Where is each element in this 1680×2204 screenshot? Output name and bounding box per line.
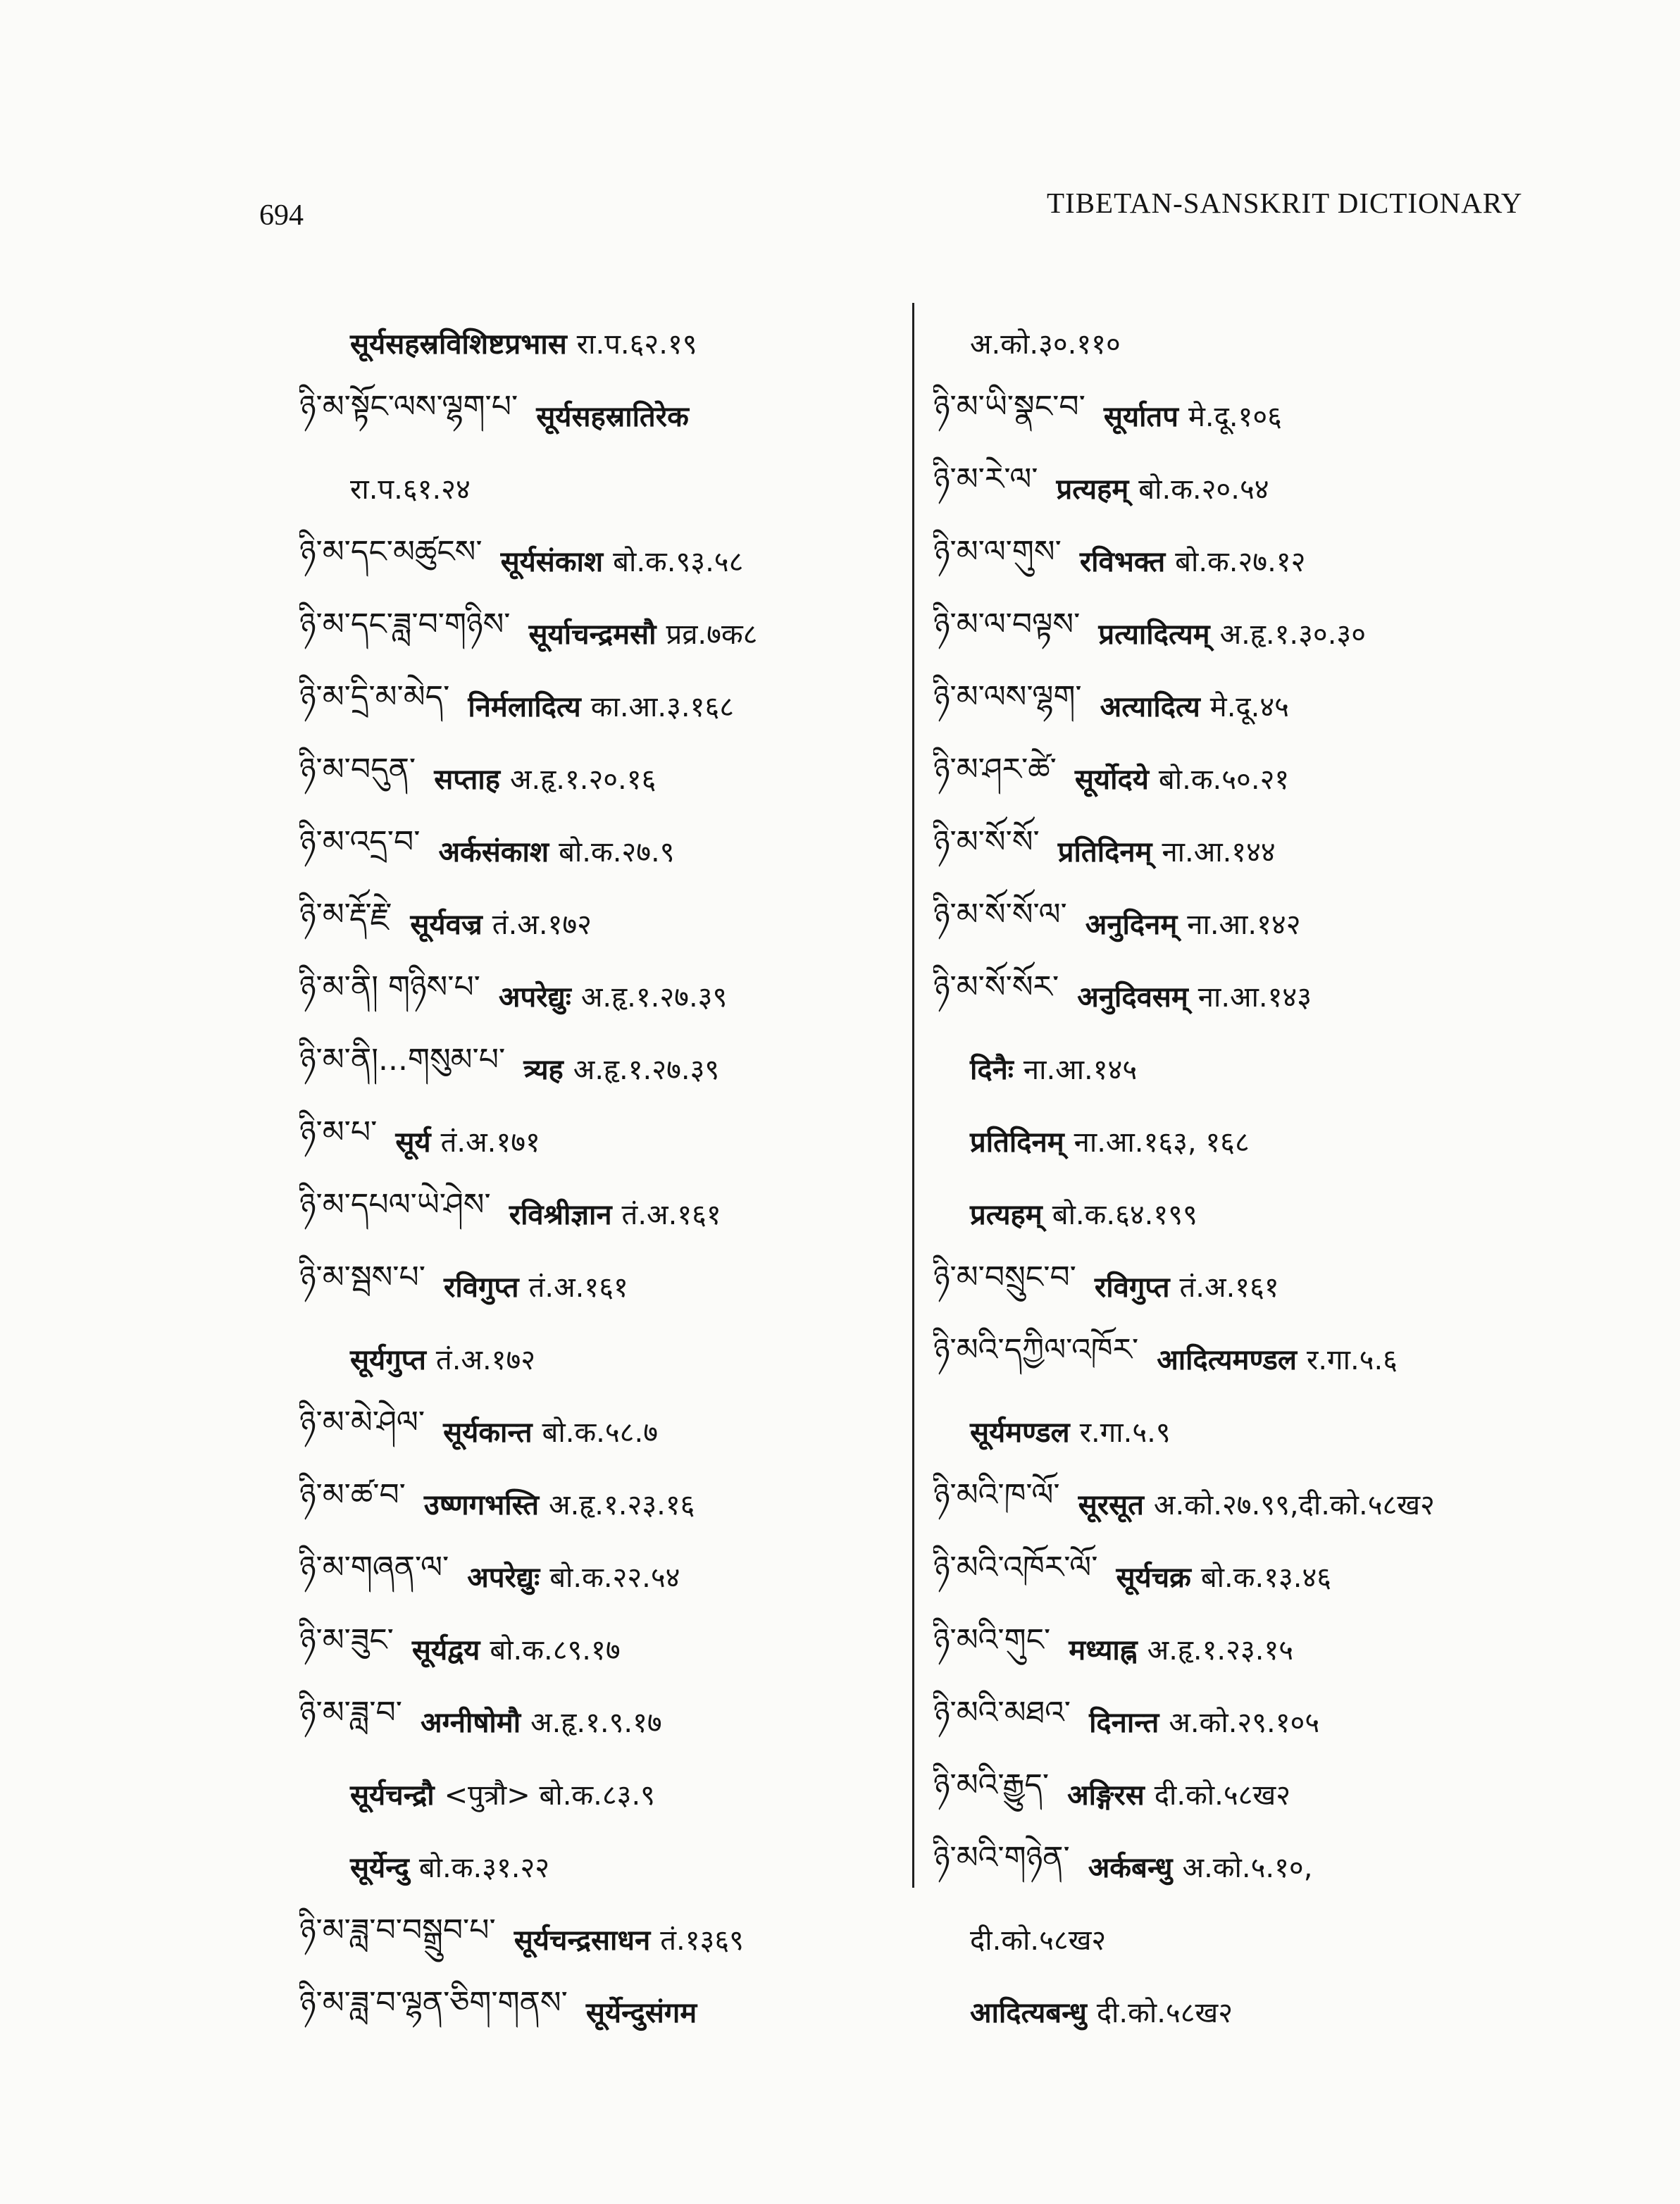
sanskrit-equivalent: रविभक्त [1079,546,1166,578]
source-reference: तं.अ.१७२ [435,1344,536,1376]
source-reference: रा.प.६२.१९ [576,328,697,361]
tibetan-headword: ཉི་མ་སྦས་པ་ [299,1259,425,1295]
dictionary-entry [933,814,1525,887]
dictionary-entry [933,1540,1525,1612]
tibetan-headword: ཉི་མའི་འཁོར་ལོ་ [933,1549,1098,1586]
tibetan-headword: ཉི་མ་དཔལ་ཡེ་ཤེས་ [299,1186,491,1223]
source-reference: अ.हृ.१.२७.३९ [573,1054,720,1086]
tibetan-headword: ཉི་མ་པ་ [299,1114,378,1150]
sanskrit-equivalent: उष्णगभस्ति [423,1489,540,1521]
dictionary-entry [933,1975,1525,2048]
dictionary-entry [933,1322,1525,1395]
dictionary-entry [299,1250,884,1322]
sanskrit-equivalent: सूर्येन्दु [350,1852,409,1884]
sanskrit-equivalent: अङ्गिरस [1067,1779,1145,1812]
source-reference: तं.अ.१७२ [492,909,592,941]
sanskrit-equivalent: सूर्यगुप्त [350,1344,426,1376]
source-reference: अ.हृ.१.२३.१५ [1147,1634,1294,1667]
sanskrit-equivalent: प्रत्यहम् [1056,473,1129,506]
source-reference: तं.अ.१७१ [440,1126,540,1159]
sanskrit-equivalent: प्रतिदिनम् [970,1126,1064,1159]
sanskrit-equivalent: आदित्यमण्डल [1157,1344,1297,1376]
dictionary-entry [933,452,1525,524]
tibetan-headword: ཉི་མ་ལ་བལྟས་ [933,606,1081,642]
source-reference: मे.दू.१०६ [1188,401,1282,433]
dictionary-entry [299,1757,884,1830]
column-divider [912,303,914,1888]
source-reference: प्रव्र.७क८ [666,618,758,651]
dictionary-entry [299,1540,884,1612]
dictionary-entry [299,1467,884,1540]
source-reference: अ.को.२७.९९,दी.को.५८ख२ [1153,1489,1435,1521]
dictionary-entry [933,1830,1525,1903]
source-reference: बो.क.९३.५८ [613,546,744,578]
source-reference: ना.आ.१४४ [1162,836,1276,868]
sanskrit-equivalent: अपरेद्युः [467,1562,540,1594]
source-reference: अ.को.५.१०, [1182,1852,1313,1884]
tibetan-headword: ཉི་མ་ནི།...གསུམ་པ་ [299,1041,506,1078]
tibetan-headword: ཉི་མའི་མཐའ་ [933,1694,1071,1731]
dictionary-entry [299,379,884,452]
sanskrit-equivalent: मध्याह्न [1069,1634,1138,1667]
sanskrit-equivalent: सप्ताह [434,764,500,796]
page-number: 694 [259,199,304,232]
dictionary-entry [933,1757,1525,1830]
tibetan-headword: ཉི་མ་འདྲ་བ་ [299,823,421,860]
source-reference: अ.हृ.१.२३.१६ [549,1489,695,1521]
tibetan-headword: ཉི་མའི་ཁ་ལོ་ [933,1476,1060,1513]
source-reference: बो.क.३१.२२ [418,1852,550,1884]
dictionary-entry [933,1177,1525,1250]
dictionary-entry [933,742,1525,814]
source-reference: ना.आ.१४२ [1187,909,1301,941]
source-reference: बो.क.२७.१२ [1175,546,1306,578]
source-reference: दी.को.५८ख२ [1096,1997,1233,2029]
tibetan-headword: ཉི་མ་ཟླ་བ་བསྒྲུབ་པ་ [299,1912,496,1948]
source-reference: बो.क.२०.५४ [1138,473,1269,506]
dictionary-entry [933,379,1525,452]
sanskrit-equivalent: रविश्रीज्ञान [509,1199,612,1231]
tibetan-headword: ཉི་མ་ཡི་སྣང་བ་ [933,388,1085,425]
tibetan-headword: ཉི་མའི་གུང་ [933,1621,1051,1658]
tibetan-headword: ཉི་མ་བསྲུང་བ་ [933,1259,1076,1295]
tibetan-headword: ཉི་མ་དྲི་མ་མེད་ [299,678,450,715]
tibetan-headword: ཉི་མ་སོ་སོ་ལ་ [933,896,1067,933]
sanskrit-equivalent: रविगुप्त [444,1271,519,1304]
sanskrit-equivalent: अनुदिनम् [1085,909,1178,941]
dictionary-entry [299,1395,884,1467]
dictionary-entry [299,1903,884,1975]
tibetan-headword: ཉི་མ་ནི། གཉིས་པ་ [299,969,480,1005]
source-reference: बो.क.२२.५४ [549,1562,680,1594]
dictionary-entry [299,597,884,669]
sanskrit-equivalent: त्र्यह [523,1054,564,1086]
sanskrit-equivalent: अत्यादित्य [1100,691,1200,723]
dictionary-entry [299,1104,884,1177]
dictionary-entry [933,887,1525,959]
dictionary-entry [933,1250,1525,1322]
tibetan-headword: ཉི་མ་སོ་སོ་ [933,823,1040,860]
source-reference: बो.क.५०.२१ [1158,764,1290,796]
source-reference: बो.क.२७.९ [559,836,675,868]
tibetan-headword: ཉི་མའི་དཀྱིལ་འཁོར་ [933,1331,1139,1368]
tibetan-headword: ཉི་མའི་རྒྱུད་ [933,1767,1050,1803]
dictionary-entry [299,1975,884,2048]
source-reference: अ.हृ.१.९.१७ [530,1707,662,1739]
sanskrit-equivalent: सूर्योदये [1074,764,1149,796]
sanskrit-equivalent: प्रत्यादित्यम् [1098,618,1210,651]
sanskrit-equivalent: अग्नीषोमौ [420,1707,521,1739]
source-reference: दी.को.५८ख२ [970,1924,1107,1957]
dictionary-entry [933,524,1525,597]
dictionary-entry [299,524,884,597]
source-reference: बो.क.८९.१७ [490,1634,621,1667]
tibetan-headword: ཉི་མ་ཚ་བ་ [299,1476,406,1513]
dictionary-entry [299,306,884,379]
sanskrit-equivalent: सूर्यकान्त [443,1417,533,1449]
tibetan-headword: ཉི་མ་ཟླ་བ་ལྷན་ཅིག་གནས་ [299,1984,568,2021]
source-reference: दी.को.५८ख२ [1154,1779,1290,1812]
source-reference: <पुत्रौ> बो.क.८३.९ [444,1779,655,1812]
tibetan-headword: ཉི་མ་མེ་ཤེལ་ [299,1404,425,1440]
source-reference: अ.को.३०.११० [970,328,1121,361]
sanskrit-equivalent: सूर्य [395,1126,431,1159]
dictionary-entry [933,1467,1525,1540]
tibetan-headword: ཉི་མ་དང་མཚུངས་ [299,533,483,570]
dictionary-entry [933,597,1525,669]
source-reference: अ.हृ.१.२०.१६ [509,764,657,796]
dictionary-entry [299,814,884,887]
source-reference: बो.क.१३.४६ [1200,1562,1332,1594]
dictionary-entry [933,1685,1525,1757]
dictionary-entry [933,1612,1525,1685]
source-reference: तं.अ.१६१ [528,1271,628,1304]
sanskrit-equivalent: सूर्यद्वय [411,1634,480,1667]
tibetan-headword: ཉི་མ་རེ་ལ་ [933,461,1038,497]
dictionary-entry [299,1685,884,1757]
dictionary-entry [933,669,1525,742]
sanskrit-equivalent: प्रतिदिनम् [1057,836,1152,868]
tibetan-headword: ཉི་མ་ལས་ལྷག་ [933,678,1082,715]
source-reference: बो.क.६४.१९९ [1052,1199,1197,1231]
tibetan-headword: ཉི་མ་བདུན་ [299,751,416,787]
dictionary-entry [933,306,1525,379]
tibetan-headword: ཉི་མ་གཞན་ལ་ [299,1549,449,1586]
sanskrit-equivalent: सूर्यमण्डल [970,1417,1070,1449]
tibetan-headword: ཉི་མ་ཟུང་ [299,1621,394,1658]
dictionary-entry [299,1032,884,1104]
dictionary-entry [299,1830,884,1903]
dictionary-entry [299,669,884,742]
sanskrit-equivalent: सूर्यवज्र [410,909,483,941]
tibetan-headword: ཉི་མའི་གཉེན་ [933,1839,1070,1876]
sanskrit-equivalent: सूर्यातप [1103,401,1178,433]
sanskrit-equivalent: सूर्यचन्द्रसाधन [514,1924,651,1957]
source-reference: तं.अ.१६१ [621,1199,721,1231]
dictionary-entry [299,959,884,1032]
sanskrit-equivalent: सूर्यसहस्रविशिष्टप्रभास [350,328,567,361]
sanskrit-equivalent: अनुदिवसम् [1077,981,1188,1014]
sanskrit-equivalent: आदित्यबन्धु [970,1997,1087,2029]
source-reference: र.गा.५.६ [1306,1344,1398,1376]
dictionary-entry [299,887,884,959]
sanskrit-equivalent: सूर्यचक्र [1116,1562,1191,1594]
left-column [299,306,884,2048]
source-reference: र.गा.५.९ [1079,1417,1171,1449]
sanskrit-equivalent: रविगुप्त [1094,1271,1170,1304]
sanskrit-equivalent: अपरेद्युः [498,981,571,1014]
right-column [933,306,1525,2048]
tibetan-headword: ཉི་མ་སྟོང་ལས་ལྷག་པ་ [299,388,518,425]
sanskrit-equivalent: दिनैः [970,1054,1014,1086]
source-reference: ना.आ.१४५ [1023,1054,1138,1086]
sanskrit-equivalent: प्रत्यहम् [970,1199,1043,1231]
dictionary-entry [299,742,884,814]
running-head: TIBETAN-SANSKRIT DICTIONARY [1047,187,1523,219]
sanskrit-equivalent: सूर्यसहस्रातिरेक [536,401,689,433]
source-reference: बो.क.५८.७ [542,1417,658,1449]
sanskrit-equivalent: सूरसूत [1078,1489,1144,1521]
source-reference: का.आ.३.१६८ [590,691,735,723]
source-reference: अ.हृ.१.३०.३० [1219,618,1367,651]
tibetan-headword: ཉི་མ་ལ་གུས་ [933,533,1062,570]
source-reference: रा.प.६१.२४ [350,473,471,506]
sanskrit-equivalent: निर्मलादित्य [468,691,581,723]
dictionary-entry [933,1104,1525,1177]
tibetan-headword: ཉི་མ་སོ་སོར་ [933,969,1059,1005]
dictionary-entry [299,452,884,524]
sanskrit-equivalent: अर्कसंकाश [438,836,549,868]
sanskrit-equivalent: सूर्याचन्द्रमसौ [528,618,657,651]
dictionary-entry [299,1612,884,1685]
sanskrit-equivalent: सूर्येन्दुसंगम [585,1997,697,2029]
dictionary-entry [299,1177,884,1250]
source-reference: तं.अ.१६१ [1179,1271,1279,1304]
tibetan-headword: ཉི་མ་དང་ཟླ་བ་གཉིས་ [299,606,511,642]
dictionary-entry [933,959,1525,1032]
sanskrit-equivalent: सूर्यचन्द्रौ [350,1779,435,1812]
sanskrit-equivalent: अर्कबन्धु [1088,1852,1173,1884]
dictionary-entry [933,1395,1525,1467]
source-reference: ना.आ.१६३, १६८ [1074,1126,1250,1159]
dictionary-entry [933,1032,1525,1104]
source-reference: ना.आ.१४३ [1197,981,1312,1014]
sanskrit-equivalent: दिनान्त [1089,1707,1159,1739]
source-reference: अ.को.२९.१०५ [1169,1707,1320,1739]
source-reference: तं.१३६९ [660,1924,744,1957]
sanskrit-equivalent: सूर्यसंकाश [500,546,604,578]
tibetan-headword: ཉི་མ་རྡོ་རྗེ་ [299,896,392,933]
source-reference: मे.दू.४५ [1209,691,1289,723]
tibetan-headword: ཉི་མ་ཤར་ཚེ་ [933,751,1057,787]
tibetan-headword: ཉི་མ་ཟླ་བ་ [299,1694,402,1731]
dictionary-entry [299,1322,884,1395]
dictionary-entry [933,1903,1525,1975]
source-reference: अ.हृ.१.२७.३९ [580,981,728,1014]
